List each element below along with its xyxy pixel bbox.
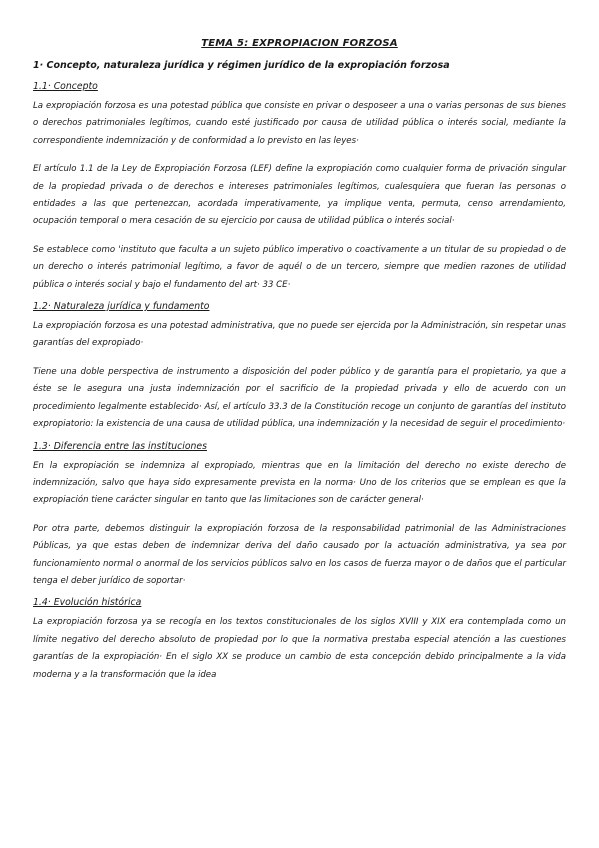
paragraph: La expropiación forzosa es una potestad pública que consiste en privar o desposeer a una o varias personas de sus bienes o derechos patrimoniales legítimos, cuando esté justificado por causa de utilidad pública o interés social, mediante la correspondiente indemnización y de conformidad a lo previsto en las leyes· (33, 101, 566, 146)
section-heading: 1· Concepto, naturaleza jurídica y régimen jurídico de la expropiación forzosa (33, 60, 450, 71)
paragraph: Se establece como 'instituto que faculta a un sujeto público imperativo o coactivamente a un titular de su propiedad o de un derecho o interés patrimonial legítimo, a favor de aquél o de un tercero, siempre que medien razones de utilidad pública o interés social y bajo el fundamento del art· 33 CE· (33, 244, 566, 290)
subsection-heading-concepto: 1.1· Concepto (33, 81, 98, 92)
subsection-heading-naturaleza: 1.2· Naturaleza jurídica y fundamento (33, 301, 210, 313)
document-title: TEMA 5: EXPROPIACION FORZOSA (201, 38, 398, 49)
paragraph: La expropiación forzosa es una potestad administrativa, que no puede ser ejercida por la Administración, sin respetar unas garantías del expropiado· (33, 321, 566, 349)
paragraph: Por otra parte, debemos distinguir la expropiación forzosa de la responsabilidad patrimonial de las Administraciones Públicas, ya que estas deben de indemnizar deriva del daño causado por la actuación administrativa, ya sea por funcionamiento normal o anormal de los servicios públicos salvo en los casos de fuerza mayor o de daños que el particular tenga el deber jurídico de soportar· (33, 523, 566, 586)
subsection-heading-diferencia: 1.3· Diferencia entre las instituciones (33, 440, 207, 452)
paragraph: La expropiación forzosa ya se recogía en los textos constitucionales de los siglos XVIII y XIX era contemplada como un límite negativo del derecho absoluto de propiedad por lo que la normativa prestaba especial atención a las cuestiones garantías de la expropiación· En el siglo XX se produce un cambio de esta concepción debido principalmente a la vida moderna y a la transformación que la idea (33, 617, 566, 680)
subsection-heading-evolucion: 1.4· Evolución histórica (33, 597, 142, 609)
paragraph: Tiene una doble perspectiva de instrumento a disposición del poder público y de garantía para el propietario, ya que a éste se le asegura una justa indemnización por el sacrificio de la propiedad privada y ello de acuerdo con un procedimiento legalmente establecido· Así, el artículo 33.3 de la Constitución recoge un conjunto de garantías del instituto expropiatorio: la existencia de una causa de utilidad pública, una indemnización y la necesidad de seguir el procedimiento· (33, 366, 566, 430)
paragraph: El artículo 1.1 de la Ley de Expropiación Forzosa (LEF) define la expropiación como cualquier forma de privación singular de la propiedad privada o de derechos e intereses patrimoniales legítimos, cualesquiera que fueran las personas o entidades a las que pertenezcan, acordada imperativamente, ya implique venta, permuta, censo arrendamiento, ocupación temporal o mera cesación de su ejercicio por causa de utilidad pública o interés social· (33, 164, 566, 227)
paragraph: En la expropiación se indemniza al expropiado, mientras que en la limitación del derecho no existe derecho de indemnización, salvo que haya sido expresamente prevista en la norma· Uno de los criterios que se emplean es que la expropiación tiene carácter singular en tanto que las limitaciones son de carácter general· (33, 460, 566, 506)
